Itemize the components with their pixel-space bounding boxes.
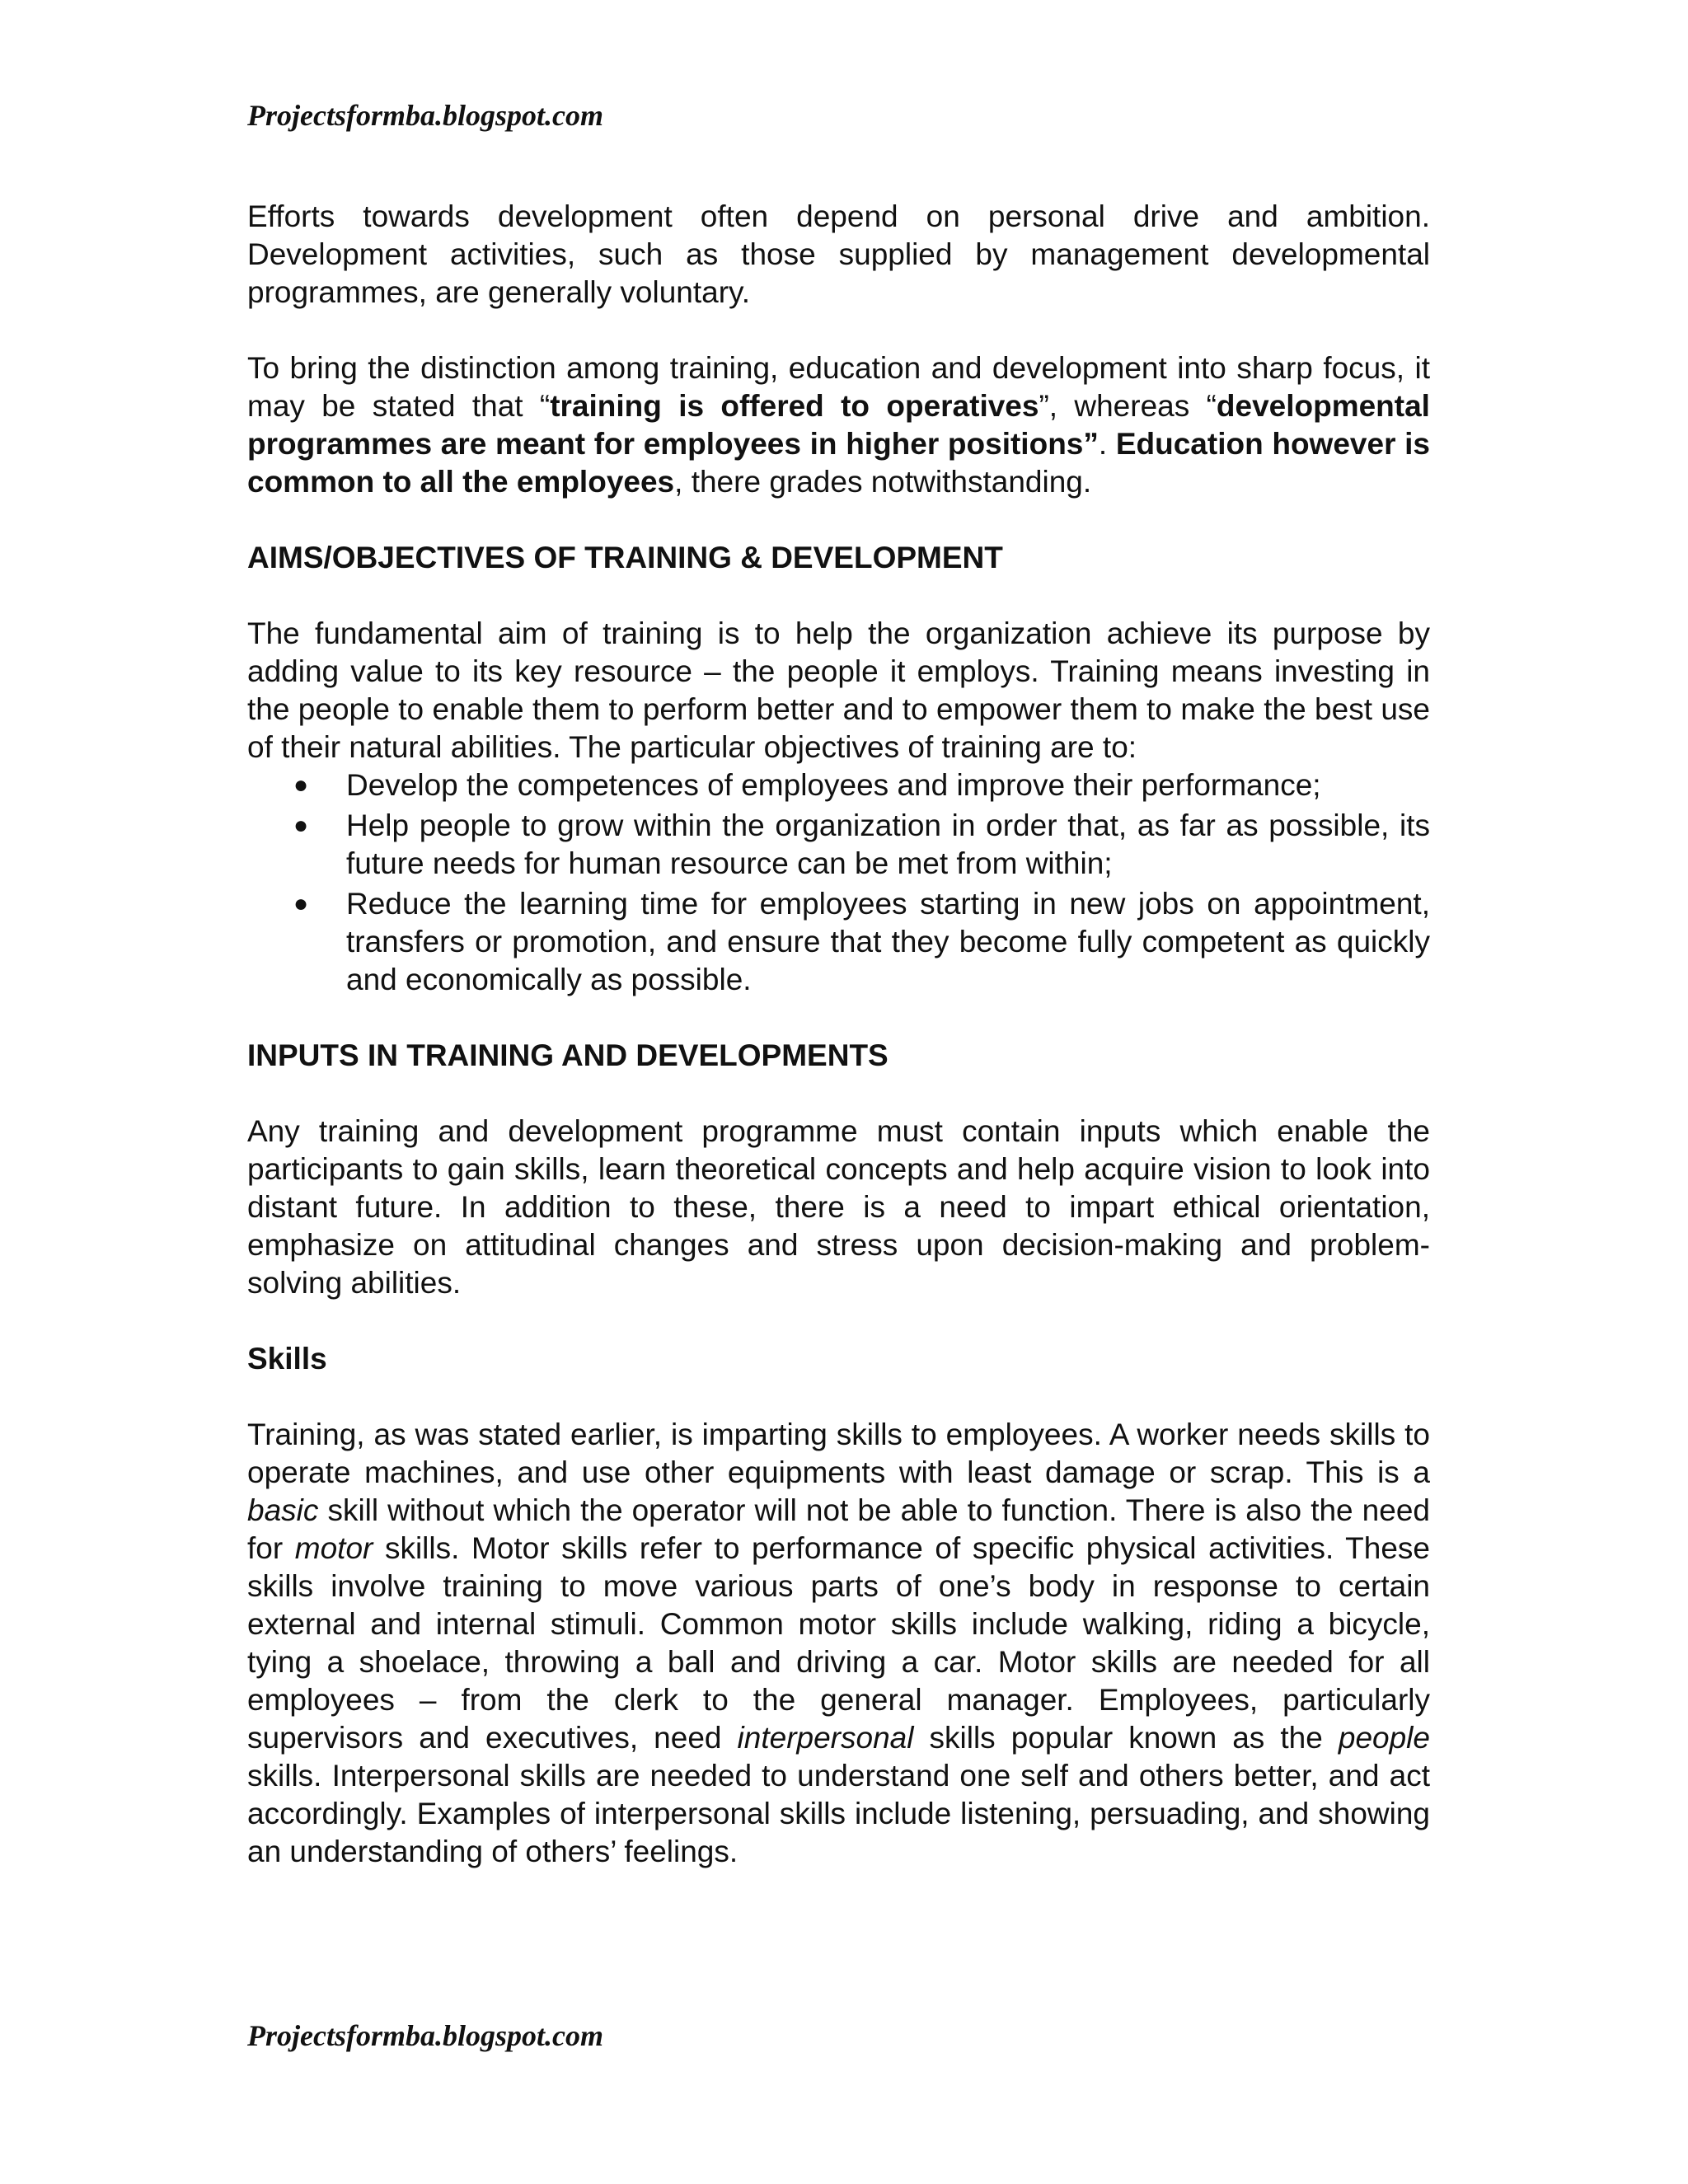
inputs-heading: INPUTS IN TRAINING AND DEVELOPMENTS	[247, 1038, 889, 1072]
intro-p2-text-3: .	[1098, 427, 1116, 461]
list-item	[247, 885, 1430, 999]
aims-paragraph: The fundamental aim of training is to help the organization achieve its purpose by adding value to its key resource – the people it employs. Training means investing in the people to enable them to perform better and to empower them to make the best use of their natural abilities. The particular objectives of training are to:	[247, 616, 1430, 764]
list-item-text: Develop the competences of employees and improve their performance;	[346, 768, 1321, 802]
skills-italic-interpersonal: interpersonal	[737, 1721, 914, 1755]
intro-paragraph-2	[247, 349, 1430, 501]
intro-p2-text-4: , there grades notwithstanding.	[674, 465, 1092, 499]
inputs-paragraph: Any training and development programme must contain inputs which enable the participants to gain skills, learn theoretical concepts and help acquire vision to look into distant future. In addition to these, there is a need to impart ethical orientation, emphasize on attitudinal changes and stress upon decision-making and problem-solving abilities.	[247, 1114, 1430, 1300]
skills-text-2: skill without which the operator will not be able to function. There is also the need for	[247, 1493, 1430, 1565]
list-item-text: Reduce the learning time for employees starting in new jobs on appointment, transfers or promotion, and ensure that they become fully competent as quickly and economically as possible.	[346, 887, 1430, 996]
bullet-icon: ●	[293, 771, 309, 799]
list-item-text: Help people to grow within the organization in order that, as far as possible, its future needs for human resource can be met from within;	[346, 808, 1430, 880]
skills-italic-motor: motor	[294, 1531, 373, 1565]
skills-heading: Skills	[247, 1342, 327, 1376]
bullet-icon: ●	[293, 890, 309, 917]
list-item	[247, 807, 1430, 883]
aims-heading: AIMS/OBJECTIVES OF TRAINING & DEVELOPMENT	[247, 541, 1003, 574]
skills-italic-basic: basic	[247, 1493, 319, 1527]
intro-p2-bold-developmental: developmental programmes are meant for employees in higher positions”	[247, 389, 1430, 461]
intro-paragraph-1: Efforts towards development often depend on personal drive and ambition. Development activities, such as those supplied by management developmental programmes, are generally voluntary.	[247, 199, 1430, 309]
skills-italic-people: people	[1338, 1721, 1430, 1755]
intro-p2-text-2: ”, whereas “	[1039, 389, 1217, 423]
document-body	[247, 198, 1430, 1909]
skills-paragraph	[247, 1416, 1430, 1871]
skills-text-4: skills popular known as the	[913, 1721, 1339, 1755]
list-item	[247, 766, 1430, 804]
objectives-list	[247, 766, 1430, 999]
page-footer-site: Projectsformba.blogspot.com	[247, 2019, 603, 2052]
intro-p2-bold-education: Education however is common to all the employees	[247, 427, 1431, 499]
intro-p2-bold-operatives: training is offered to operatives	[550, 389, 1039, 423]
skills-text-5: skills. Interpersonal skills are needed to understand one self and others better, and act accordingly. Examples of interpersonal skills include listening, persuading, and showing an understanding of others’ feelings.	[247, 1759, 1430, 1868]
page-header-site: Projectsformba.blogspot.com	[247, 99, 603, 132]
bullet-icon: ●	[293, 812, 309, 839]
skills-text-3: skills. Motor skills refer to performance of specific physical activities. These skills involve training to move various parts of one’s body in response to certain external and internal stimuli. Common motor skills include walking, riding a bicycle, tying a shoelace, throwing a ball and driving a car. Motor skills are needed for all employees – from the clerk to the general manager. Employees, particularly supervisors and executives, need	[247, 1531, 1430, 1755]
intro-p2-text-1: To bring the distinction among training, education and development into sharp focus, it may be stated that “	[247, 351, 1430, 423]
skills-text-1: Training, as was stated earlier, is imparting skills to employees. A worker needs skills to operate machines, and use other equipments with least damage or scrap. This is a	[247, 1418, 1430, 1489]
